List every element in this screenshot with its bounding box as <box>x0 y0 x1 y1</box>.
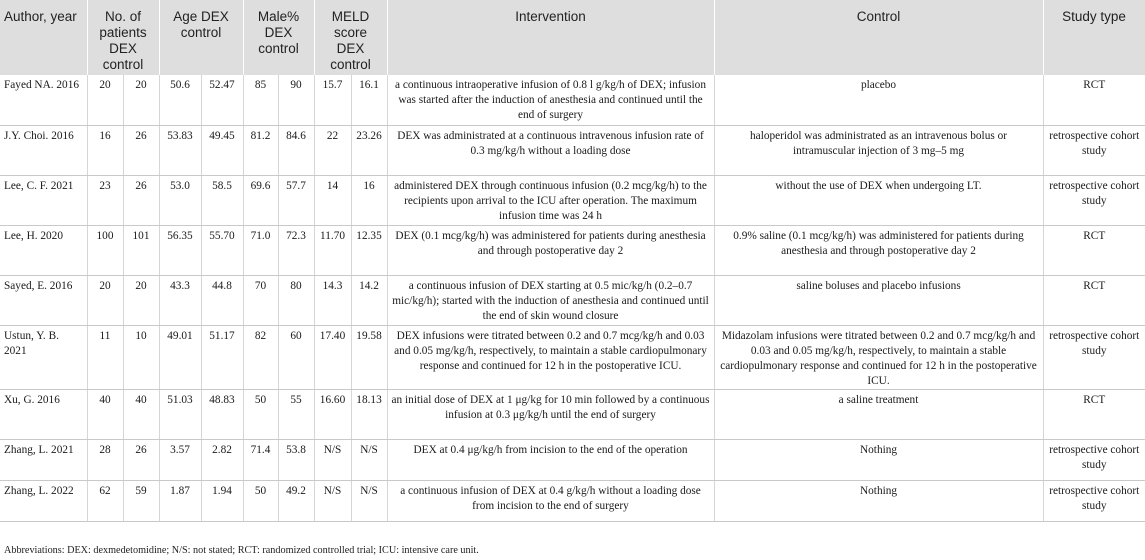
cell-meld-control: 19.58 <box>351 325 387 389</box>
col-header-age: Age DEX control <box>159 0 243 75</box>
cell-n-control: 59 <box>123 480 159 521</box>
cell-meld-control: 23.26 <box>351 125 387 175</box>
cell-n-control: 20 <box>123 275 159 325</box>
cell-male-dex: 50 <box>243 389 278 439</box>
cell-age-dex: 3.57 <box>159 439 201 480</box>
cell-meld-control: 16.1 <box>351 75 387 125</box>
cell-n-control: 20 <box>123 75 159 125</box>
cell-author: Xu, G. 2016 <box>0 389 87 439</box>
cell-n-control: 10 <box>123 325 159 389</box>
cell-meld-control: N/S <box>351 439 387 480</box>
cell-intervention: DEX infusions were titrated between 0.2 and 0.7 mcg/kg/h and 0.03 and 0.05 mg/kg/h, respectively, to maintain a stable cardiopulmonary response and continued for 12 h in the postoperative ICU. <box>387 325 714 389</box>
cell-control: 0.9% saline (0.1 mcg/kg/h) was administered for patients during anesthesia and through postoperative day 2 <box>714 225 1043 275</box>
cell-intervention: an initial dose of DEX at 1 μg/kg for 10 min followed by a continuous infusion at 0.3 μg/kg/h until the end of surgery <box>387 389 714 439</box>
cell-intervention: a continuous intraoperative infusion of 0.8 l g/kg/h of DEX; infusion was started after the induction of anesthesia and continued until the end of surgery <box>387 75 714 125</box>
cell-age-control: 1.94 <box>201 480 243 521</box>
cell-age-control: 2.82 <box>201 439 243 480</box>
cell-male-dex: 81.2 <box>243 125 278 175</box>
col-header-patients: No. of patients DEX control <box>87 0 159 75</box>
cell-meld-dex: 17.40 <box>314 325 351 389</box>
cell-age-control: 52.47 <box>201 75 243 125</box>
cell-male-control: 55 <box>278 389 314 439</box>
col-header-control: Control <box>714 0 1043 75</box>
cell-male-control: 80 <box>278 275 314 325</box>
table-row <box>0 480 1145 521</box>
cell-male-dex: 82 <box>243 325 278 389</box>
cell-n-dex: 16 <box>87 125 123 175</box>
cell-n-control: 26 <box>123 439 159 480</box>
cell-age-control: 55.70 <box>201 225 243 275</box>
col-header-male: Male% DEX control <box>243 0 314 75</box>
cell-male-dex: 71.0 <box>243 225 278 275</box>
cell-age-dex: 43.3 <box>159 275 201 325</box>
cell-n-dex: 20 <box>87 75 123 125</box>
cell-n-control: 40 <box>123 389 159 439</box>
cell-meld-dex: 14 <box>314 175 351 225</box>
cell-intervention: a continuous infusion of DEX at 0.4 g/kg/h without a loading dose from incision to the end of surgery <box>387 480 714 521</box>
cell-intervention: a continuous infusion of DEX starting at 0.5 mic/kg/h (0.2–0.7 mic/kg/h); started with the induction of anesthesia and continued until the end of skin wound closure <box>387 275 714 325</box>
cell-author: Zhang, L. 2021 <box>0 439 87 480</box>
cell-meld-control: 12.35 <box>351 225 387 275</box>
cell-male-control: 60 <box>278 325 314 389</box>
cell-age-dex: 56.35 <box>159 225 201 275</box>
cell-author: Lee, H. 2020 <box>0 225 87 275</box>
cell-meld-dex: 16.60 <box>314 389 351 439</box>
cell-control: placebo <box>714 75 1043 125</box>
cell-age-control: 48.83 <box>201 389 243 439</box>
cell-author: Sayed, E. 2016 <box>0 275 87 325</box>
cell-meld-dex: 11.70 <box>314 225 351 275</box>
cell-study-type: retrospective cohort study <box>1043 325 1145 389</box>
cell-n-control: 26 <box>123 125 159 175</box>
cell-study-type: RCT <box>1043 225 1145 275</box>
cell-male-control: 90 <box>278 75 314 125</box>
col-header-author: Author, year <box>0 0 87 75</box>
table-footnote: Abbreviations: DEX: dexmedetomidine; N/S: not stated; RCT: randomized controlled trial; ICU: intensive care unit. <box>4 545 479 556</box>
cell-age-dex: 53.0 <box>159 175 201 225</box>
cell-n-dex: 40 <box>87 389 123 439</box>
cell-n-dex: 62 <box>87 480 123 521</box>
cell-meld-control: 18.13 <box>351 389 387 439</box>
cell-author: Ustun, Y. B. 2021 <box>0 325 87 389</box>
cell-intervention: administered DEX through continuous infusion (0.2 mcg/kg/h) to the recipients upon arrival to the ICU after operation. The maximum infusion time was 24 h <box>387 175 714 225</box>
cell-author: Lee, C. F. 2021 <box>0 175 87 225</box>
cell-intervention: DEX was administrated at a continuous intravenous infusion rate of 0.3 mg/kg/h without a loading dose <box>387 125 714 175</box>
cell-study-type: retrospective cohort study <box>1043 480 1145 521</box>
cell-male-dex: 69.6 <box>243 175 278 225</box>
cell-age-dex: 1.87 <box>159 480 201 521</box>
cell-study-type: retrospective cohort study <box>1043 175 1145 225</box>
cell-age-control: 44.8 <box>201 275 243 325</box>
cell-male-control: 57.7 <box>278 175 314 225</box>
col-header-study-type: Study type <box>1043 0 1145 75</box>
cell-age-control: 58.5 <box>201 175 243 225</box>
table-row <box>0 225 1145 275</box>
cell-age-dex: 50.6 <box>159 75 201 125</box>
cell-meld-dex: N/S <box>314 480 351 521</box>
cell-intervention: DEX (0.1 mcg/kg/h) was administered for patients during anesthesia and through postoperative day 2 <box>387 225 714 275</box>
cell-meld-dex: 15.7 <box>314 75 351 125</box>
cell-age-control: 49.45 <box>201 125 243 175</box>
cell-n-dex: 23 <box>87 175 123 225</box>
table-row <box>0 439 1145 480</box>
col-header-meld: MELD score DEX control <box>314 0 387 75</box>
col-header-intervention: Intervention <box>387 0 714 75</box>
cell-study-type: RCT <box>1043 389 1145 439</box>
table-row <box>0 389 1145 439</box>
cell-n-dex: 28 <box>87 439 123 480</box>
cell-male-dex: 71.4 <box>243 439 278 480</box>
cell-age-control: 51.17 <box>201 325 243 389</box>
cell-study-type: retrospective cohort study <box>1043 439 1145 480</box>
cell-age-dex: 49.01 <box>159 325 201 389</box>
table-row <box>0 175 1145 225</box>
table-body <box>0 75 1145 521</box>
cell-male-dex: 50 <box>243 480 278 521</box>
cell-meld-control: N/S <box>351 480 387 521</box>
cell-author: Fayed NA. 2016 <box>0 75 87 125</box>
table-row <box>0 325 1145 389</box>
cell-male-control: 72.3 <box>278 225 314 275</box>
table-row <box>0 75 1145 125</box>
cell-meld-dex: 14.3 <box>314 275 351 325</box>
cell-n-dex: 11 <box>87 325 123 389</box>
cell-control: haloperidol was administrated as an intravenous bolus or intramuscular injection of 3 mg–5 mg <box>714 125 1043 175</box>
cell-male-dex: 85 <box>243 75 278 125</box>
table-header <box>0 0 1145 75</box>
cell-age-dex: 53.83 <box>159 125 201 175</box>
cell-control: Nothing <box>714 439 1043 480</box>
cell-meld-control: 16 <box>351 175 387 225</box>
cell-study-type: retrospective cohort study <box>1043 125 1145 175</box>
table-row <box>0 125 1145 175</box>
cell-male-control: 84.6 <box>278 125 314 175</box>
cell-study-type: RCT <box>1043 275 1145 325</box>
cell-male-dex: 70 <box>243 275 278 325</box>
cell-meld-dex: 22 <box>314 125 351 175</box>
cell-n-control: 26 <box>123 175 159 225</box>
cell-age-dex: 51.03 <box>159 389 201 439</box>
cell-control: Nothing <box>714 480 1043 521</box>
cell-author: J.Y. Choi. 2016 <box>0 125 87 175</box>
cell-study-type: RCT <box>1043 75 1145 125</box>
cell-n-dex: 20 <box>87 275 123 325</box>
cell-control: without the use of DEX when undergoing LT. <box>714 175 1043 225</box>
cell-meld-dex: N/S <box>314 439 351 480</box>
cell-meld-control: 14.2 <box>351 275 387 325</box>
cell-control: Midazolam infusions were titrated between 0.2 and 0.7 mcg/kg/h and 0.03 and 0.05 mg/kg/h, respectively, to maintain a stable cardiopulmonary response and continued for 12 h in the postoperative ICU. <box>714 325 1043 389</box>
cell-n-dex: 100 <box>87 225 123 275</box>
cell-male-control: 49.2 <box>278 480 314 521</box>
cell-intervention: DEX at 0.4 μg/kg/h from incision to the end of the operation <box>387 439 714 480</box>
table-row <box>0 275 1145 325</box>
cell-control: a saline treatment <box>714 389 1043 439</box>
cell-male-control: 53.8 <box>278 439 314 480</box>
cell-author: Zhang, L. 2022 <box>0 480 87 521</box>
cell-n-control: 101 <box>123 225 159 275</box>
cell-control: saline boluses and placebo infusions <box>714 275 1043 325</box>
